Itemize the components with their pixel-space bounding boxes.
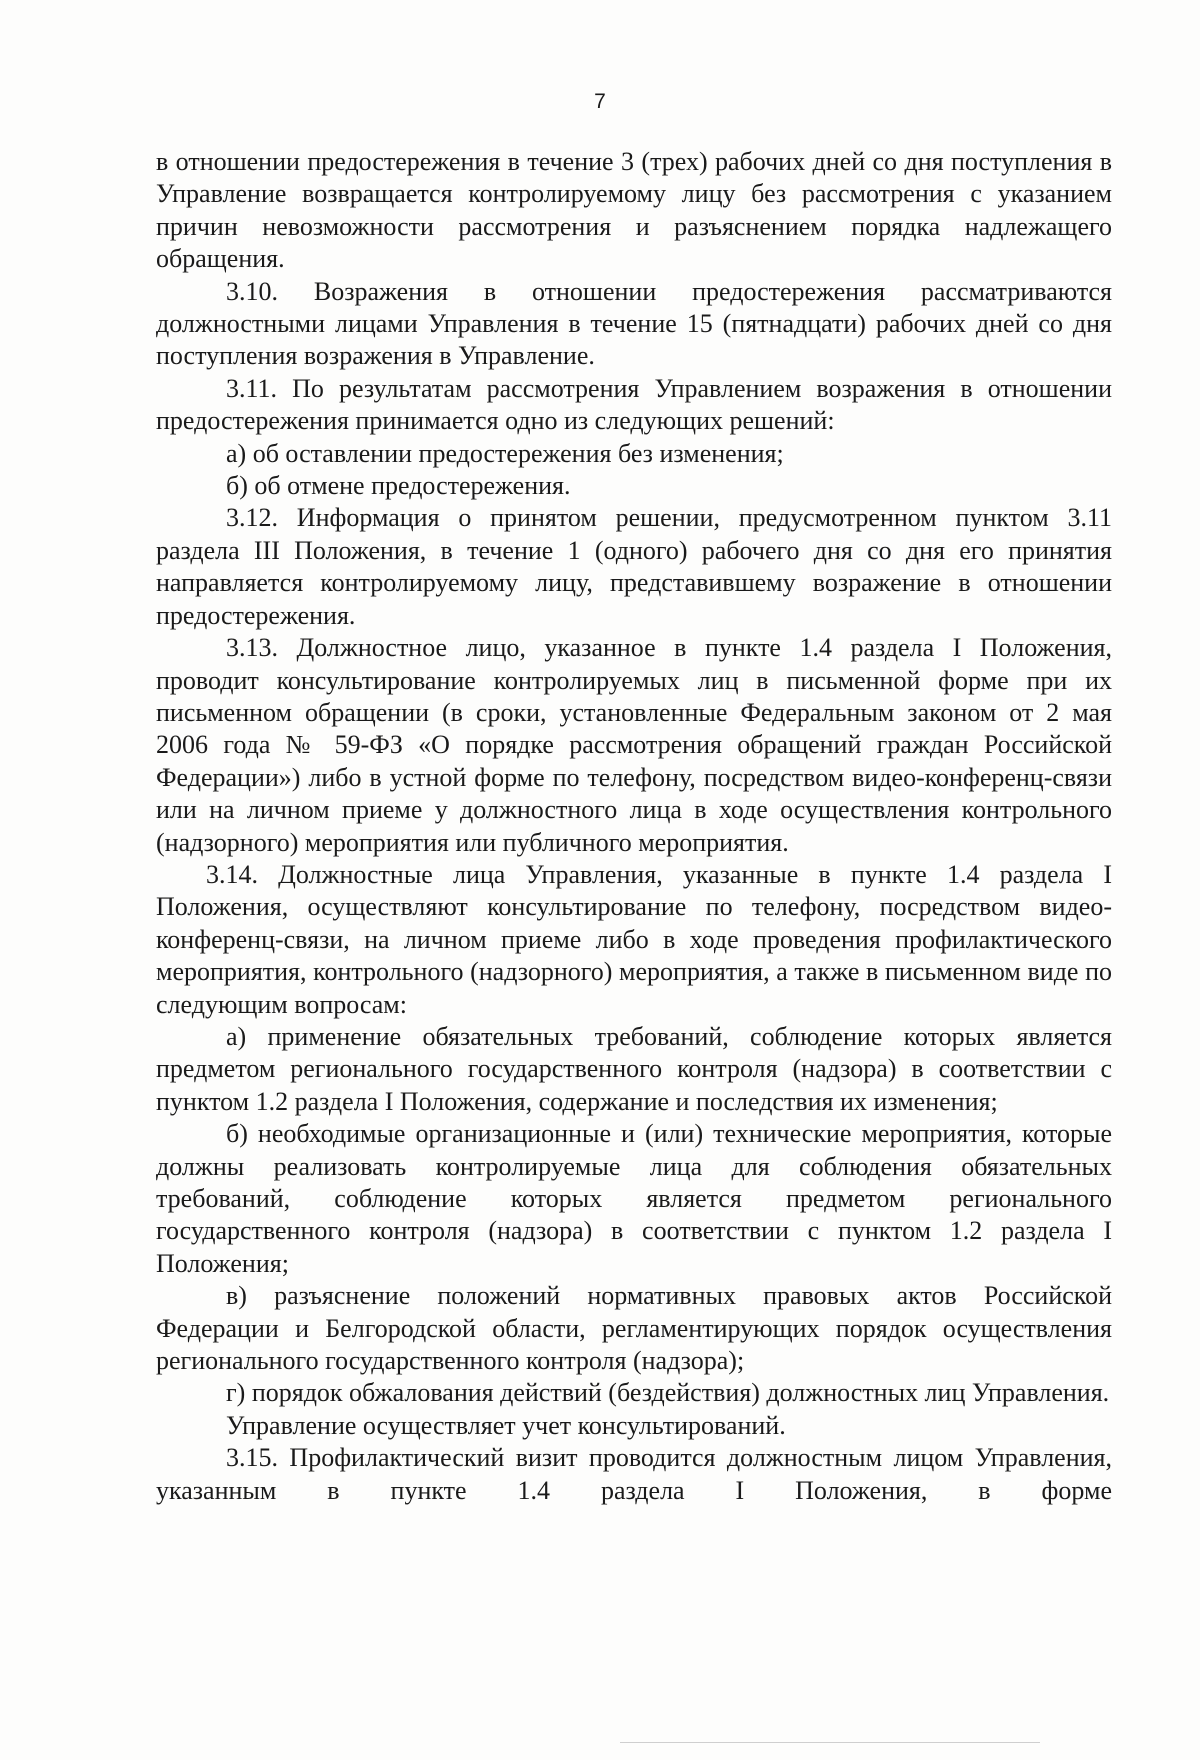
paragraph-3-14-b: б) необходимые организационные и (или) технические мероприятия, которые должны реализовать контролируемые лица для соблюдения обязательных требований, соблюдение которых является предметом регионального государственного контроля (надзора) в соответствии с пунктом 1.2 раздела I Положения;	[156, 1119, 1112, 1278]
paragraph-3-11-a: а) об оставлении предостережения без изменения;	[226, 438, 784, 468]
paragraph-continuation: в отношении предостережения в течение 3 (трех) рабочих дней со дня поступления в Управление возвращается контролируемому лицу без рассмотрения с указанием причин невозможности рассмотрения и разъяснением порядка надлежащего обращения.	[156, 147, 1112, 274]
paragraph-consultation-record: Управление осуществляет учет консультирований.	[226, 1410, 786, 1440]
paragraph-3-14-g: г) порядок обжалования действий (бездействия) должностных лиц Управления.	[226, 1378, 1110, 1408]
page-number: 7	[594, 90, 606, 113]
paragraph-3-14-v: в) разъяснение положений нормативных правовых актов Российской Федерации и Белгородской области, регламентирующих порядок осуществления регионального государственного контроля (надзора);	[156, 1281, 1112, 1376]
paragraph-3-13: 3.13. Должностное лицо, указанное в пункте 1.4 раздела I Положения, проводит консультирование контролируемых лиц в письменной форме при их письменном обращении (в сроки, установленные Федеральным законом от 2 мая 2006 года № 59-ФЗ «О порядке рассмотрения обращений граждан Российской Федерации») либо в устной форме по телефону, посредством видео-конференц-связи или на личном приеме у должностного лица в ходе осуществления контрольного (надзорного) мероприятия или публичного мероприятия.	[156, 633, 1112, 857]
paragraph-3-10: 3.10. Возражения в отношении предостережения рассматриваются должностными лицами Управления в течение 15 (пятнадцати) рабочих дней со дня поступления возражения в Управление.	[156, 276, 1112, 371]
paragraph-3-11: 3.11. По результатам рассмотрения Управлением возражения в отношении предостережения принимается одно из следующих решений:	[156, 373, 1112, 436]
paragraph-3-14: 3.14. Должностные лица Управления, указанные в пункте 1.4 раздела I Положения, осуществляют консультирование по телефону, посредством видео-конференц-связи, на личном приеме либо в ходе проведения профилактического мероприятия, контрольного (надзорного) мероприятия, а также в письменном виде по следующим вопросам:	[156, 859, 1112, 1019]
paragraph-3-11-b: б) об отмене предостережения.	[226, 471, 571, 501]
paragraph-3-14-a: а) применение обязательных требований, соблюдение которых является предметом регионального государственного контроля (надзора) в соответствии с пунктом 1.2 раздела I Положения, содержание и последствия их изменения;	[156, 1021, 1112, 1116]
paragraph-3-15: 3.15. Профилактический визит проводится должностным лицом Управления, указанным в пункте 1.4 раздела I Положения, в форме	[156, 1443, 1112, 1505]
paragraph-3-12: 3.12. Информация о принятом решении, предусмотренном пунктом 3.11 раздела III Положения, в течение 1 (одного) рабочего дня со дня его принятия направляется контролируемому лицу, представившему возражение в отношении предостережения.	[156, 503, 1112, 630]
scan-artifact-line	[620, 1742, 1040, 1743]
document-body	[156, 146, 1112, 1507]
